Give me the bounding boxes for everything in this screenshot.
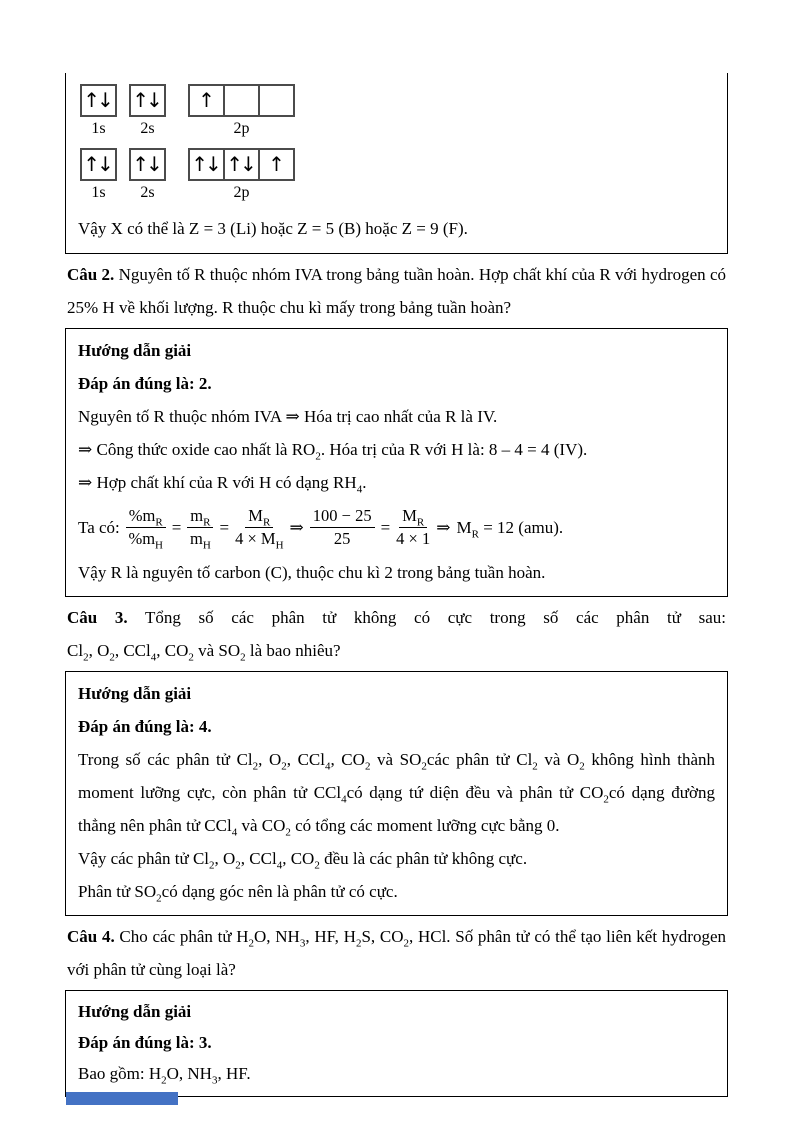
question-2-text: Nguyên tố R thuộc nhóm IVA trong bảng tuần hoàn. Hợp chất khí của R với hydrogen có 25% H về khối lượng. R thuộc chu kì mấy trong bảng tuần hoàn? [67, 265, 727, 317]
orbital-cell-2p3 [260, 84, 295, 117]
implies-arrow: ⇒ [436, 517, 451, 537]
solution-heading: Hướng dẫn giải [78, 341, 192, 360]
question-3-line-2: $Cl_2$, $O_2$, CCl$_4$, $CO_2$ và $SO_2$ là bao nhiêu? [67, 641, 341, 664]
sol3-conclusion-2: Phân tử $SO_2có$ dạng góc nên là phân tử có cực. [78, 882, 398, 905]
equals-sign: = [380, 517, 391, 537]
solution-box-q4 [65, 990, 728, 1097]
fraction-mass: $\frac{m_R}{m_H}$ [187, 506, 213, 549]
solution-heading: Hướng dẫn giải [78, 1002, 192, 1021]
orbital-label-2p: 2p [233, 120, 250, 137]
q1-conclusion: Vậy X có thể là Z = 3 (Li) hoặc Z = 5 (B) hoặc Z = 9 (F). [78, 219, 468, 238]
sol2-step-3: ⇒ Hợp chất khí của R với H có dạng $RH_4$. [78, 473, 367, 496]
orbital-label-2p: 2p [233, 184, 250, 201]
solution-answer: Đáp án đúng là: 2. [78, 374, 212, 393]
sol3-conclusion-1: Vậy các phân tử $Cl_2$, $O_2$, CCl$_4$, $CO_2$ đều là các phân tử không cực. [78, 849, 528, 872]
orbital-cell-1s: ↑↓ [80, 148, 117, 181]
orbital-2s-group [129, 84, 166, 138]
solution-box-q1 [65, 73, 728, 254]
question-2-label: Câu 2. [67, 265, 115, 284]
orbital-cell-2p2: ↑↓ [225, 148, 260, 181]
question-4 [67, 920, 726, 986]
orbital-diagram-row-2 [80, 148, 715, 202]
fraction-percent-mass: $\frac{\%m_R}{\%m_H}$ [126, 506, 166, 549]
orbital-cell-2s: ↑↓ [129, 148, 166, 181]
equation-result: $M_R = 12$ (amu). [456, 517, 564, 540]
orbital-label-1s: 1s [91, 184, 106, 201]
equation-lead: Ta có: [78, 517, 120, 537]
sol3-explanation: Trong số các phân tử $Cl_2$, $O_2$, CCl$_4$, $CO_2$ và $SO_2các$ phân tử $Cl_2$ và $O_2$ không hình thành moment lưỡng cực, còn phân tử CCl$_4$có dạng tứ diện đều và phân tử $CO_2có$ dạng đường thẳng nên phân tử CCl$_4$ và $CO_2$ có tổng các moment lưỡng cực bằng 0. [78, 750, 716, 839]
solution-answer: Đáp án đúng là: 4. [78, 717, 212, 736]
solution-box-q3 [65, 671, 728, 916]
equals-sign: = [171, 517, 182, 537]
question-2 [67, 258, 726, 324]
orbital-1s-group [80, 148, 117, 202]
orbital-1s-group [80, 84, 117, 138]
implies-arrow: ⇒ [289, 517, 304, 537]
question-3-text: Tổng số các phân tử không có cực trong số các phân tử sau: [145, 608, 726, 627]
question-3-label: Câu 3. [67, 608, 128, 627]
equals-sign: = [219, 517, 230, 537]
fraction-molar-numeric: $\frac{M_R}{4 \times 1}$ [396, 506, 431, 548]
sol2-step-1: Nguyên tố R thuộc nhóm IVA ⇒ Hóa trị cao nhất của R là IV. [78, 407, 498, 426]
fraction-molar-mass: $\frac{M_R}{4 \times M_H}$ [235, 506, 284, 552]
orbital-label-1s: 1s [91, 120, 106, 137]
orbital-label-2s: 2s [140, 120, 155, 137]
orbital-cell-2p3: ↑ [260, 148, 295, 181]
document-content [65, 73, 728, 1097]
question-3-line-1 [67, 601, 726, 634]
question-3 [65, 601, 728, 667]
sol2-conclusion: Vậy R là nguyên tố carbon (C), thuộc chu kì 2 trong bảng tuần hoàn. [78, 563, 546, 582]
orbital-cell-2p1: ↑ [188, 84, 225, 117]
solution-box-q2 [65, 328, 728, 597]
question-4-text: Cho các phân tử $H_2O$, $NH_3$, HF, $H_2S$, $CO_2$, HCl. Số phân tử có thể tạo liên kết hydrogen với phân tử cùng loại là? [67, 927, 726, 979]
orbital-cell-2p2 [225, 84, 260, 117]
fraction-numeric: $\frac{100 - 25}{25}$ [310, 506, 375, 549]
solution-heading: Hướng dẫn giải [78, 684, 192, 703]
question-4-label: Câu 4. [67, 927, 115, 946]
orbital-cell-1s: ↑↓ [80, 84, 117, 117]
sol2-step-2: ⇒ Công thức oxide cao nhất là $RO_2$. Hóa trị của R với H là: 8 – 4 = 4 (IV). [78, 440, 588, 463]
sol4-list: Bao gồm: $H_2O$, $NH_3$, HF. [78, 1064, 251, 1087]
orbital-cell-2p1: ↑↓ [188, 148, 225, 181]
footer-highlight-bar [66, 1092, 178, 1105]
orbital-2p-group [188, 148, 295, 202]
orbital-2s-group [129, 148, 166, 202]
orbital-2p-group [188, 84, 295, 138]
orbital-label-2s: 2s [140, 184, 155, 201]
sol2-equation [78, 506, 715, 552]
orbital-diagram-row-1 [80, 84, 715, 138]
orbital-cell-2s: ↑↓ [129, 84, 166, 117]
solution-answer: Đáp án đúng là: 3. [78, 1033, 212, 1052]
